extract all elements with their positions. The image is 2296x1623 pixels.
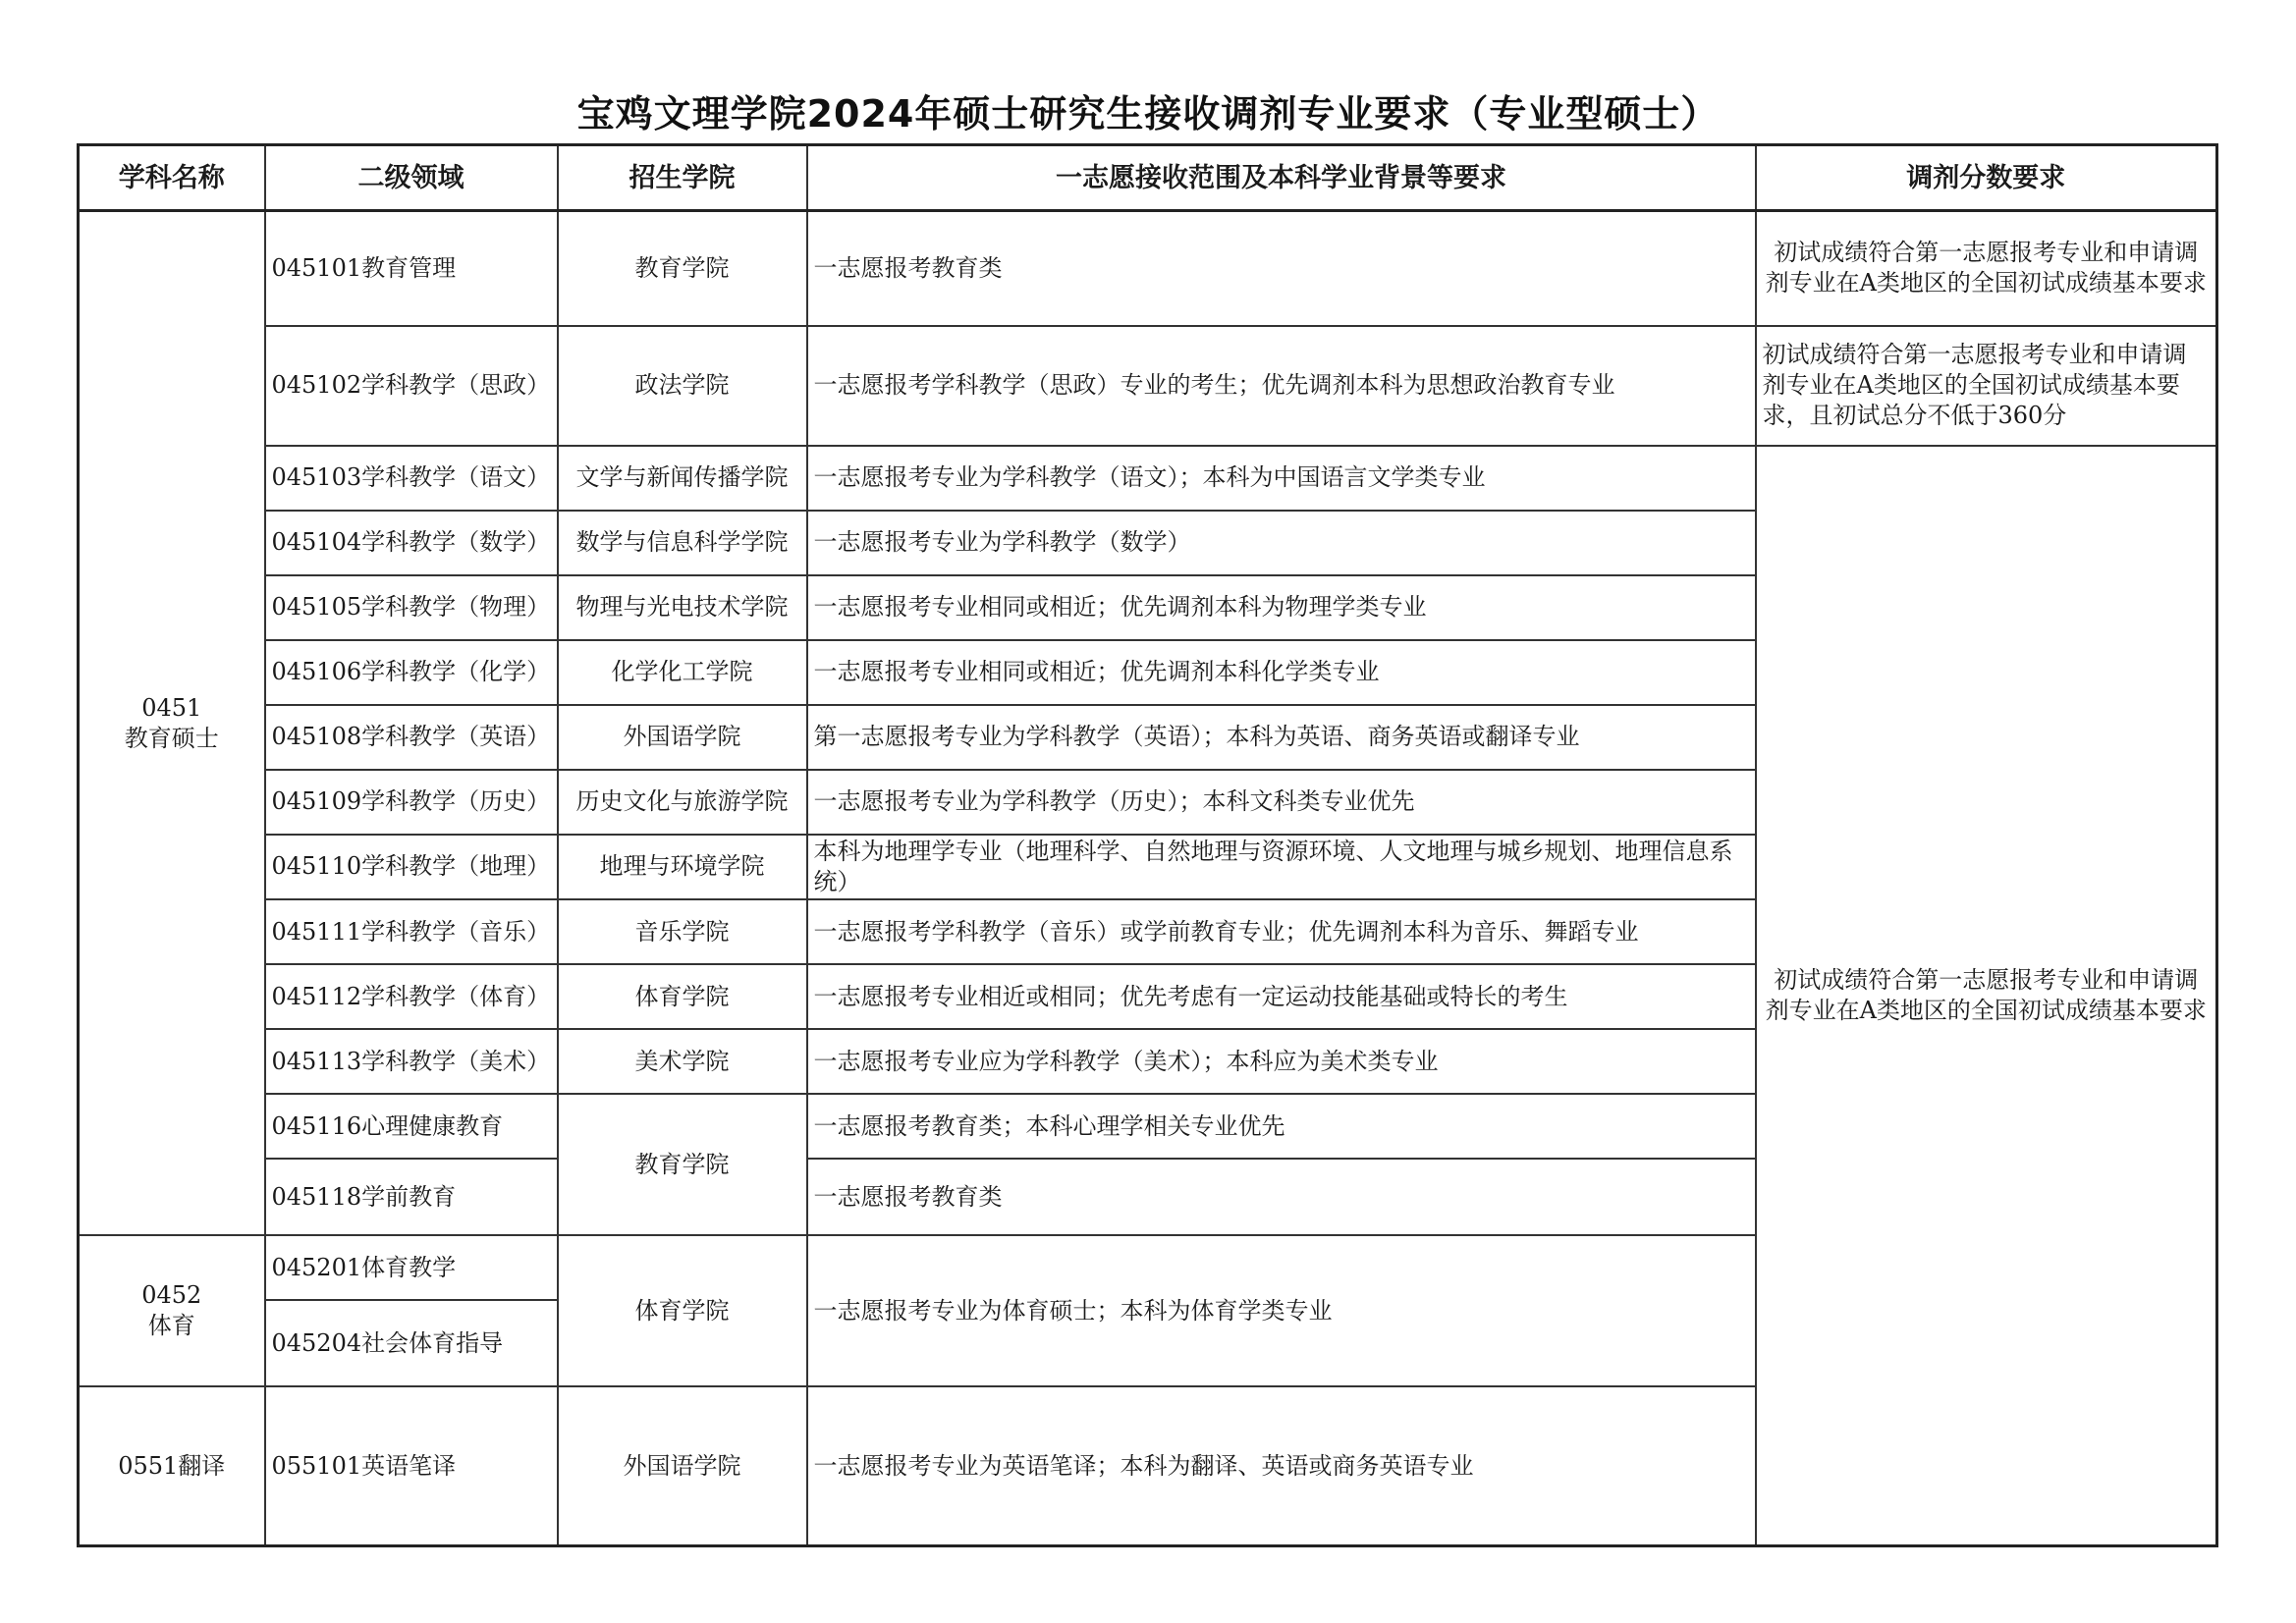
college-cell: 数学与信息科学学院 <box>558 511 807 575</box>
header-row <box>79 145 2217 211</box>
requirement-cell: 一志愿报考专业为体育硕士；本科为体育学类专业 <box>807 1235 1756 1386</box>
subject-cell-trans: 0551翻译 <box>79 1386 265 1545</box>
college-cell: 物理与光电技术学院 <box>558 575 807 640</box>
requirement-cell: 一志愿报考专业为学科教学（语文）；本科为中国语言文学类专业 <box>807 446 1756 511</box>
score-cell-merged: 初试成绩符合第一志愿报考专业和申请调剂专业在A类地区的全国初试成绩基本要求 <box>1756 446 2217 1546</box>
header-requirement: 一志愿接收范围及本科学业背景等要求 <box>807 145 1756 211</box>
college-cell: 历史文化与旅游学院 <box>558 770 807 835</box>
table-row <box>79 326 2217 446</box>
table-row <box>79 446 2217 511</box>
subject-name: 教育硕士 <box>124 724 219 752</box>
field-cell: 045108学科教学（英语） <box>265 705 558 770</box>
field-cell: 045106学科教学（化学） <box>265 640 558 705</box>
header-subject: 学科名称 <box>79 145 265 211</box>
requirement-cell: 一志愿报考教育类 <box>807 211 1756 326</box>
score-cell: 初试成绩符合第一志愿报考专业和申请调剂专业在A类地区的全国初试成绩基本要求 <box>1756 211 2217 326</box>
field-cell: 045118学前教育 <box>265 1159 558 1235</box>
requirements-table <box>77 143 2218 1547</box>
field-cell: 045109学科教学（历史） <box>265 770 558 835</box>
field-cell: 055101英语笔译 <box>265 1386 558 1545</box>
page-title: 宝鸡文理学院2024年硕士研究生接收调剂专业要求（专业型硕士） <box>576 92 1720 135</box>
requirement-cell: 一志愿报考专业相近或相同；优先考虑有一定运动技能基础或特长的考生 <box>807 964 1756 1029</box>
requirement-cell: 一志愿报考学科教学（音乐）或学前教育专业；优先调剂本科为音乐、舞蹈专业 <box>807 899 1756 964</box>
college-cell: 音乐学院 <box>558 899 807 964</box>
college-cell: 化学化工学院 <box>558 640 807 705</box>
field-cell: 045102学科教学（思政） <box>265 326 558 446</box>
requirement-cell: 第一志愿报考专业为学科教学（英语）；本科为英语、商务英语或翻译专业 <box>807 705 1756 770</box>
subject-code: 0451 <box>141 693 202 722</box>
subject-name: 体育 <box>147 1312 195 1340</box>
requirement-cell: 一志愿报考专业相同或相近；优先调剂本科化学类专业 <box>807 640 1756 705</box>
college-cell: 美术学院 <box>558 1029 807 1094</box>
score-cell: 初试成绩符合第一志愿报考专业和申请调剂专业在A类地区的全国初试成绩基本要求，且初试总分不低于360分 <box>1756 326 2217 446</box>
field-cell: 045111学科教学（音乐） <box>265 899 558 964</box>
field-cell: 045103学科教学（语文） <box>265 446 558 511</box>
requirement-cell: 一志愿报考教育类 <box>807 1159 1756 1235</box>
header-score: 调剂分数要求 <box>1756 145 2217 211</box>
subject-cell-edu <box>79 211 265 1236</box>
field-cell: 045105学科教学（物理） <box>265 575 558 640</box>
college-cell: 政法学院 <box>558 326 807 446</box>
requirement-cell: 一志愿报考学科教学（思政）专业的考生；优先调剂本科为思想政治教育专业 <box>807 326 1756 446</box>
requirement-cell: 一志愿报考专业为学科教学（数学） <box>807 511 1756 575</box>
requirement-cell: 一志愿报考专业相同或相近；优先调剂本科为物理学类专业 <box>807 575 1756 640</box>
field-cell: 045204社会体育指导 <box>265 1300 558 1386</box>
table-row <box>79 211 2217 326</box>
requirement-cell: 一志愿报考教育类；本科心理学相关专业优先 <box>807 1094 1756 1159</box>
field-cell: 045113学科教学（美术） <box>265 1029 558 1094</box>
requirement-cell: 本科为地理学专业（地理科学、自然地理与资源环境、人文地理与城乡规划、地理信息系统） <box>807 835 1756 899</box>
college-cell: 外国语学院 <box>558 705 807 770</box>
college-cell: 体育学院 <box>558 1235 807 1386</box>
field-cell: 045201体育教学 <box>265 1235 558 1300</box>
header-college: 招生学院 <box>558 145 807 211</box>
college-cell: 文学与新闻传播学院 <box>558 446 807 511</box>
subject-cell-pe <box>79 1235 265 1386</box>
requirement-cell: 一志愿报考专业为英语笔译；本科为翻译、英语或商务英语专业 <box>807 1386 1756 1545</box>
college-cell: 教育学院 <box>558 211 807 326</box>
requirement-cell: 一志愿报考专业应为学科教学（美术）；本科应为美术类专业 <box>807 1029 1756 1094</box>
college-cell: 外国语学院 <box>558 1386 807 1545</box>
field-cell: 045101教育管理 <box>265 211 558 326</box>
college-cell: 地理与环境学院 <box>558 835 807 899</box>
field-cell: 045110学科教学（地理） <box>265 835 558 899</box>
field-cell: 045116心理健康教育 <box>265 1094 558 1159</box>
header-field: 二级领域 <box>265 145 558 211</box>
field-cell: 045112学科教学（体育） <box>265 964 558 1029</box>
requirement-cell: 一志愿报考专业为学科教学（历史）；本科文科类专业优先 <box>807 770 1756 835</box>
field-cell: 045104学科教学（数学） <box>265 511 558 575</box>
subject-code: 0452 <box>141 1281 202 1310</box>
college-cell: 体育学院 <box>558 964 807 1029</box>
college-cell: 教育学院 <box>558 1094 807 1235</box>
